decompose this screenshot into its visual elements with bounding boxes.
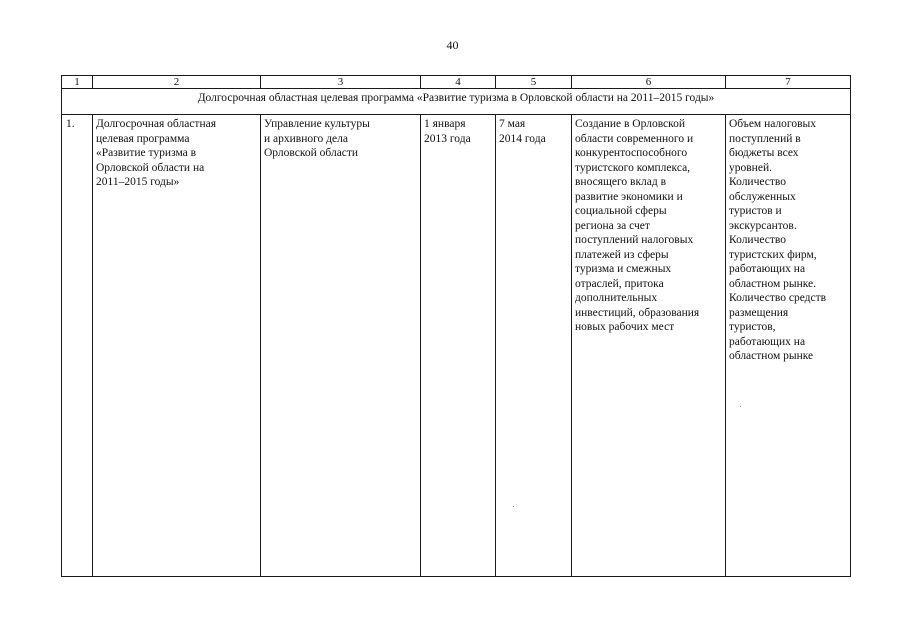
column-header-1: 1 (62, 76, 93, 89)
responsible-executor: Управление культуры и архивного дела Орловской области (264, 118, 370, 159)
column-header-7: 7 (726, 76, 851, 89)
indicators-cell (726, 115, 851, 577)
end-date-cell (496, 115, 572, 577)
scan-speck (740, 406, 741, 407)
goal-cell (572, 115, 726, 577)
column-header-5: 5 (496, 76, 572, 89)
start-date: 1 января 2013 года (424, 118, 471, 145)
program-name: Долгосрочная областная целевая программа «Развитие туризма в Орловской области на 2011–2015 годы» (96, 118, 216, 188)
column-header-6: 6 (572, 76, 726, 89)
column-number-row (62, 76, 851, 89)
scan-speck (513, 506, 514, 507)
program-table (61, 75, 851, 577)
row-number-cell (62, 115, 93, 577)
column-header-2: 2 (93, 76, 261, 89)
section-title-row (62, 89, 851, 115)
end-date: 7 мая 2014 года (499, 118, 546, 145)
program-name-cell (93, 115, 261, 577)
column-header-3: 3 (261, 76, 421, 89)
table-row (62, 115, 851, 577)
column-header-4: 4 (421, 76, 496, 89)
responsible-cell (261, 115, 421, 577)
program-goal: Создание в Орловской области современного и конкурентоспособного туристского комплекса, вносящего вклад в развитие экономики и социальной сферы региона за счет поступлений налоговых платежей из сферы туризма и смежных отраслей, притока дополнительных инвестиций, образования новых рабочих мест (575, 118, 700, 333)
target-indicators: Объем налоговых поступлений в бюджеты всех уровней. Количество обслуженных туристов и экскурсантов. Количество туристских фирм, работающих на областном рынке. Количество средств размещения туристов, работающих на областном рынке (729, 118, 827, 362)
start-date-cell (421, 115, 496, 577)
row-number: 1. (66, 118, 75, 130)
section-title: Долгосрочная областная целевая программа «Развитие туризма в Орловской области на 2011–2015 годы» (62, 89, 851, 115)
page-number: 40 (446, 38, 459, 52)
